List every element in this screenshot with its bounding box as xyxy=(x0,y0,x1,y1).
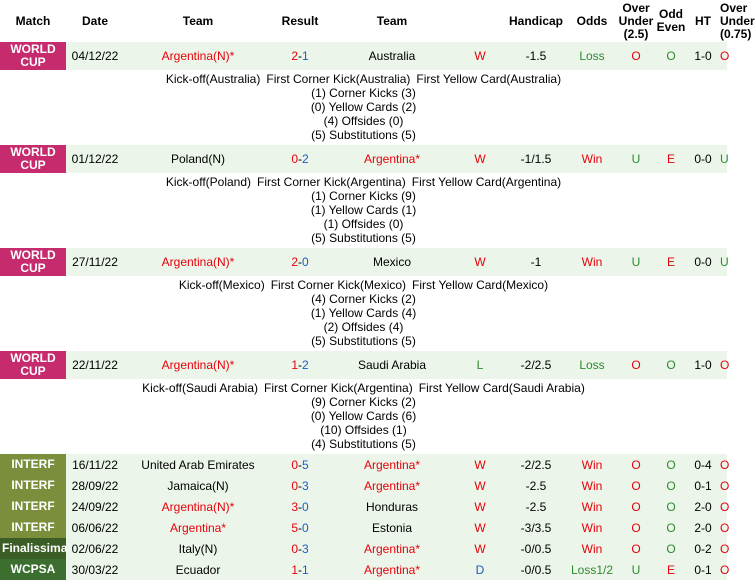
score[interactable] xyxy=(272,42,328,70)
header-date: Date xyxy=(81,13,108,28)
away-team[interactable]: Mexico xyxy=(328,248,456,276)
half-time-score: 1-0 xyxy=(686,351,720,379)
odd-even-result: O xyxy=(656,42,686,70)
yellow-cards-stat: (0) Yellow Cards (6) xyxy=(310,409,417,423)
half-time-score: 1-0 xyxy=(686,42,720,70)
offsides-stat: (2) Offsides (4) xyxy=(323,320,404,334)
competition-badge[interactable]: Finalissima xyxy=(0,538,66,559)
kickoff-info: Kick-off(Saudi Arabia) xyxy=(142,381,259,395)
result-badge: W xyxy=(456,454,504,475)
competition-badge[interactable]: WORLD CUP xyxy=(0,248,66,276)
offsides-stat: (1) Offsides (0) xyxy=(323,217,404,231)
over-under-2-result: O xyxy=(720,42,727,70)
score-away: 3 xyxy=(302,541,309,556)
header-spacer xyxy=(456,0,504,42)
header-odds: Odds xyxy=(576,13,608,28)
substitutions-stat: (5) Substitutions (5) xyxy=(311,128,416,142)
table-row[interactable] xyxy=(0,538,727,559)
header-handicap: Handicap xyxy=(508,13,563,28)
corner-kicks-stat: (1) Corner Kicks (3) xyxy=(311,86,416,100)
result-badge: W xyxy=(456,496,504,517)
score-away: 2 xyxy=(302,152,309,166)
half-time-score: 0-1 xyxy=(686,559,720,580)
handicap-value: -1/1.5 xyxy=(504,145,568,173)
over-under-2-result: O xyxy=(720,475,727,496)
table-row[interactable] xyxy=(0,42,727,70)
score-home: 1 xyxy=(291,358,298,372)
odds-result: Win xyxy=(568,454,616,475)
away-team[interactable]: Argentina* xyxy=(328,559,456,580)
corner-kicks-stat: (9) Corner Kicks (2) xyxy=(311,395,416,409)
match-stats xyxy=(0,70,727,145)
score-separator: - xyxy=(298,499,302,514)
odds-result: Loss1/2 xyxy=(568,559,616,580)
odds-result: Win xyxy=(568,496,616,517)
half-time-score: 0-0 xyxy=(686,145,720,173)
odd-even-result: O xyxy=(656,351,686,379)
score-away: 3 xyxy=(302,478,309,493)
over-under-2-result: U xyxy=(720,248,727,276)
handicap-value: -1.5 xyxy=(504,42,568,70)
half-time-score: 0-1 xyxy=(686,475,720,496)
home-team[interactable]: Jamaica(N) xyxy=(124,475,272,496)
first-corner-info: First Corner Kick(Mexico) xyxy=(270,278,407,292)
substitutions-stat: (5) Substitutions (5) xyxy=(311,334,416,348)
result-badge: W xyxy=(456,145,504,173)
score[interactable] xyxy=(272,145,328,173)
over-under-2-result: O xyxy=(720,538,727,559)
kickoff-info: Kick-off(Poland) xyxy=(165,175,252,189)
competition-badge[interactable]: WORLD CUP xyxy=(0,145,66,173)
table-row[interactable] xyxy=(0,517,727,538)
odds-result: Win xyxy=(568,538,616,559)
over-under-result: O xyxy=(616,496,656,517)
score-away: 0 xyxy=(302,255,309,269)
match-date: 24/09/22 xyxy=(66,496,124,517)
handicap-value: -2.5 xyxy=(504,496,568,517)
first-yellow-info: First Yellow Card(Argentina) xyxy=(411,175,562,189)
match-date: 30/03/22 xyxy=(66,559,124,580)
match-date: 01/12/22 xyxy=(66,145,124,173)
header-over-under: Over Under (2.5) xyxy=(618,0,654,41)
over-under-result: U xyxy=(616,248,656,276)
score-home: 2 xyxy=(291,49,298,63)
away-team[interactable]: Australia xyxy=(328,42,456,70)
header-over-under-2: Over Under (0.75) xyxy=(720,0,755,41)
away-team[interactable]: Saudi Arabia xyxy=(328,351,456,379)
header-ht: HT xyxy=(695,13,711,28)
competition-badge[interactable]: WCPSA xyxy=(0,559,66,580)
away-team[interactable]: Argentina* xyxy=(328,145,456,173)
over-under-2-result: O xyxy=(720,559,727,580)
score-separator: - xyxy=(298,49,302,63)
match-date: 04/12/22 xyxy=(66,42,124,70)
odd-even-result: O xyxy=(656,454,686,475)
first-events xyxy=(0,175,727,189)
match-stats-row xyxy=(0,276,727,351)
score-home: 0 xyxy=(291,457,298,472)
home-team[interactable]: Argentina(N)* xyxy=(124,248,272,276)
yellow-cards-stat: (0) Yellow Cards (2) xyxy=(310,100,417,114)
over-under-result: U xyxy=(616,145,656,173)
result-badge: W xyxy=(456,517,504,538)
table-row[interactable] xyxy=(0,454,727,475)
score-home: 0 xyxy=(291,541,298,556)
corner-kicks-stat: (4) Corner Kicks (2) xyxy=(311,292,416,306)
result-badge: L xyxy=(456,351,504,379)
first-corner-info: First Corner Kick(Australia) xyxy=(266,72,411,86)
odd-even-result: E xyxy=(656,559,686,580)
header-odd-even: Odd Even xyxy=(656,7,686,34)
score-home: 5 xyxy=(291,520,298,535)
score-home: 3 xyxy=(291,499,298,514)
half-time-score: 2-0 xyxy=(686,496,720,517)
substitutions-stat: (4) Substitutions (5) xyxy=(311,437,416,451)
handicap-value: -2.5 xyxy=(504,475,568,496)
result-badge: D xyxy=(456,559,504,580)
header-result: Result xyxy=(281,13,319,28)
corner-kicks-stat: (1) Corner Kicks (9) xyxy=(311,189,416,203)
over-under-result: O xyxy=(616,42,656,70)
score[interactable] xyxy=(272,496,328,517)
handicap-value: -1 xyxy=(504,248,568,276)
odds-result: Win xyxy=(568,248,616,276)
score-away: 2 xyxy=(302,358,309,372)
half-time-score: 0-0 xyxy=(686,248,720,276)
result-badge: W xyxy=(456,248,504,276)
over-under-result: O xyxy=(616,475,656,496)
match-date: 27/11/22 xyxy=(66,248,124,276)
odd-even-result: O xyxy=(656,496,686,517)
score-away: 0 xyxy=(302,499,309,514)
odd-even-result: O xyxy=(656,475,686,496)
table-row[interactable] xyxy=(0,559,727,580)
score-home: 2 xyxy=(291,255,298,269)
result-badge: W xyxy=(456,475,504,496)
odds-result: Win xyxy=(568,517,616,538)
offsides-stat: (10) Offsides (1) xyxy=(320,423,407,437)
odds-result: Win xyxy=(568,145,616,173)
table-row[interactable] xyxy=(0,248,727,276)
score-away: 1 xyxy=(302,49,309,63)
away-team[interactable]: Argentina* xyxy=(328,475,456,496)
score-home: 0 xyxy=(291,152,298,166)
match-date: 02/06/22 xyxy=(66,538,124,559)
away-team[interactable]: Argentina* xyxy=(328,538,456,559)
score-away: 5 xyxy=(302,457,309,472)
over-under-2-result: O xyxy=(720,454,727,475)
home-team[interactable]: Italy(N) xyxy=(124,538,272,559)
half-time-score: 2-0 xyxy=(686,517,720,538)
home-team[interactable]: Argentina* xyxy=(124,517,272,538)
score-separator: - xyxy=(298,152,302,166)
score-separator: - xyxy=(298,255,302,269)
match-stats xyxy=(0,276,727,351)
table-row[interactable] xyxy=(0,475,727,496)
home-team[interactable]: Ecuador xyxy=(124,559,272,580)
table-row[interactable] xyxy=(0,145,727,173)
over-under-2-result: O xyxy=(720,351,727,379)
score[interactable] xyxy=(272,538,328,559)
first-events xyxy=(0,278,727,292)
score-separator: - xyxy=(298,358,302,372)
first-yellow-info: First Yellow Card(Australia) xyxy=(416,72,562,86)
over-under-result: U xyxy=(616,559,656,580)
competition-badge[interactable]: INTERF xyxy=(0,454,66,475)
score-separator: - xyxy=(298,457,302,472)
kickoff-info: Kick-off(Mexico) xyxy=(178,278,265,292)
match-stats-row xyxy=(0,173,727,248)
score-separator: - xyxy=(298,562,302,577)
header-team-away: Team xyxy=(376,13,408,28)
handicap-value: -2/2.5 xyxy=(504,454,568,475)
result-badge: W xyxy=(456,538,504,559)
offsides-stat: (4) Offsides (0) xyxy=(323,114,404,128)
header-match: Match xyxy=(15,13,51,28)
over-under-result: O xyxy=(616,538,656,559)
yellow-cards-stat: (1) Yellow Cards (1) xyxy=(310,203,417,217)
competition-badge[interactable]: WORLD CUP xyxy=(0,351,66,379)
table-row[interactable] xyxy=(0,351,727,379)
match-stats-row xyxy=(0,379,727,454)
score[interactable] xyxy=(272,248,328,276)
home-team[interactable]: United Arab Emirates xyxy=(124,454,272,475)
odd-even-result: O xyxy=(656,517,686,538)
away-team[interactable]: Estonia xyxy=(328,517,456,538)
score[interactable] xyxy=(272,517,328,538)
score[interactable] xyxy=(272,475,328,496)
competition-badge[interactable]: INTERF xyxy=(0,517,66,538)
competition-badge[interactable]: WORLD CUP xyxy=(0,42,66,70)
score-separator: - xyxy=(298,541,302,556)
over-under-result: O xyxy=(616,517,656,538)
first-yellow-info: First Yellow Card(Saudi Arabia) xyxy=(418,381,585,395)
first-corner-info: First Corner Kick(Argentina) xyxy=(264,381,413,395)
score-separator: - xyxy=(298,478,302,493)
odd-even-result: E xyxy=(656,145,686,173)
match-stats xyxy=(0,173,727,248)
half-time-score: 0-4 xyxy=(686,454,720,475)
score-away: 0 xyxy=(302,520,309,535)
over-under-2-result: O xyxy=(720,517,727,538)
odd-even-result: O xyxy=(656,538,686,559)
over-under-result: O xyxy=(616,454,656,475)
score-separator: - xyxy=(298,520,302,535)
over-under-2-result: U xyxy=(720,145,727,173)
substitutions-stat: (5) Substitutions (5) xyxy=(311,231,416,245)
score-away: 1 xyxy=(302,562,309,577)
handicap-value: -3/3.5 xyxy=(504,517,568,538)
away-team[interactable]: Argentina* xyxy=(328,454,456,475)
competition-badge[interactable]: INTERF xyxy=(0,496,66,517)
score-home: 0 xyxy=(291,478,298,493)
first-corner-info: First Corner Kick(Argentina) xyxy=(257,175,406,189)
score[interactable] xyxy=(272,454,328,475)
home-team[interactable]: Argentina(N)* xyxy=(124,496,272,517)
over-under-result: O xyxy=(616,351,656,379)
match-date: 28/09/22 xyxy=(66,475,124,496)
home-team[interactable]: Argentina(N)* xyxy=(124,351,272,379)
yellow-cards-stat: (1) Yellow Cards (4) xyxy=(310,306,417,320)
match-date: 06/06/22 xyxy=(66,517,124,538)
over-under-2-result: O xyxy=(720,496,727,517)
away-team[interactable]: Honduras xyxy=(328,496,456,517)
score-home: 1 xyxy=(291,562,298,577)
odds-result: Win xyxy=(568,475,616,496)
handicap-value: -0/0.5 xyxy=(504,559,568,580)
table-row[interactable] xyxy=(0,496,727,517)
score[interactable] xyxy=(272,559,328,580)
first-events xyxy=(0,72,727,86)
first-events xyxy=(0,381,727,395)
header-team-home: Team xyxy=(182,13,214,28)
half-time-score: 0-2 xyxy=(686,538,720,559)
match-stats-row xyxy=(0,70,727,145)
match-date: 22/11/22 xyxy=(66,351,124,379)
score[interactable] xyxy=(272,351,328,379)
handicap-value: -2/2.5 xyxy=(504,351,568,379)
first-yellow-info: First Yellow Card(Mexico) xyxy=(412,278,549,292)
match-date: 16/11/22 xyxy=(66,454,124,475)
header-row xyxy=(0,0,727,42)
match-stats xyxy=(0,379,727,454)
odd-even-result: E xyxy=(656,248,686,276)
kickoff-info: Kick-off(Australia) xyxy=(165,72,261,86)
home-team[interactable]: Poland(N) xyxy=(124,145,272,173)
result-badge: W xyxy=(456,42,504,70)
home-team[interactable]: Argentina(N)* xyxy=(124,42,272,70)
competition-badge[interactable]: INTERF xyxy=(0,475,66,496)
handicap-value: -0/0.5 xyxy=(504,538,568,559)
odds-result: Loss xyxy=(568,42,616,70)
odds-result: Loss xyxy=(568,351,616,379)
